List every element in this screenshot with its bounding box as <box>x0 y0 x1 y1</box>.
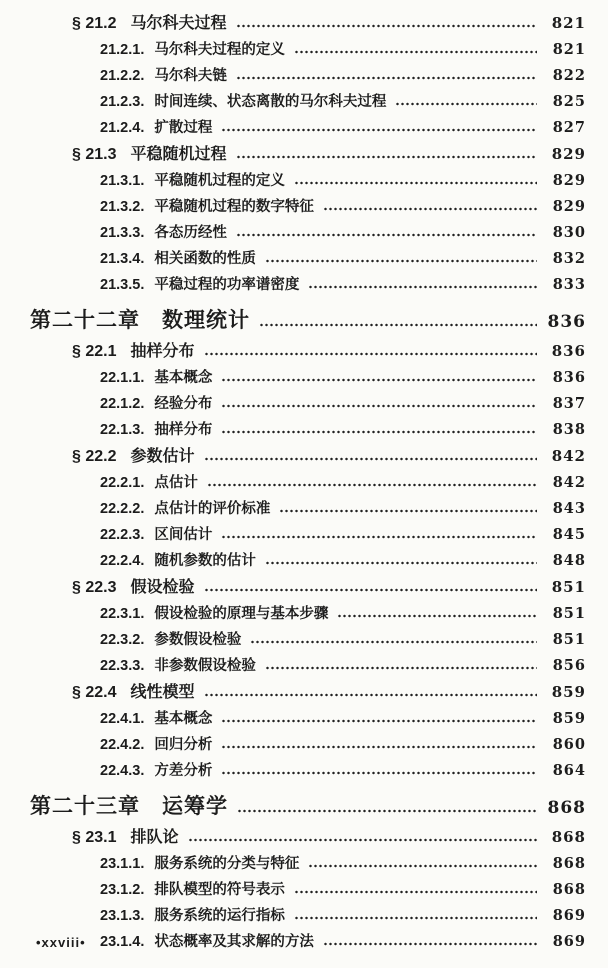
dot-leader <box>323 942 537 946</box>
toc-entry-page: 868 <box>547 798 586 818</box>
toc-entry-title: 参数估计 <box>130 448 195 465</box>
toc-entry-number: 22.4.3. <box>100 763 145 779</box>
dot-leader <box>265 561 537 565</box>
toc-entry-title: 平稳随机过程 <box>130 146 227 163</box>
toc-entry-title: 随机参数的估计 <box>154 553 256 569</box>
toc-entry-page: 836 <box>551 342 586 360</box>
page-number-footer: •xxviii• <box>36 935 86 950</box>
toc-entry-page: 859 <box>552 710 586 727</box>
toc-entry-title: 服务系统的分类与特征 <box>154 856 300 872</box>
toc-entry-number: 22.1.3. <box>100 422 145 438</box>
toc-entry <box>30 548 586 574</box>
toc-entry-page: 868 <box>551 828 586 846</box>
toc-entry-number: 22.1.2. <box>100 396 145 412</box>
toc-entry-number: 23.1.2. <box>100 882 145 898</box>
toc-entry-page: 848 <box>552 552 586 569</box>
dot-leader <box>221 378 537 382</box>
toc-entry-page: 851 <box>552 605 586 622</box>
toc-entry-page: 851 <box>551 578 586 596</box>
toc-entry <box>30 496 586 522</box>
toc-entry-number: § 22.2 <box>72 448 117 465</box>
toc-entry <box>30 391 586 417</box>
dot-leader <box>204 588 538 592</box>
toc-entry <box>30 194 586 220</box>
dot-leader <box>207 483 537 487</box>
toc-entry <box>30 308 586 335</box>
dot-leader <box>294 890 537 894</box>
toc-entry <box>30 601 586 627</box>
toc-entry-number: § 22.4 <box>72 684 117 701</box>
toc-entry-page: 821 <box>551 14 586 32</box>
toc-entry-page: 827 <box>552 119 586 136</box>
toc-entry-page: 868 <box>552 881 586 898</box>
toc-entry-number: 22.2.3. <box>100 527 145 543</box>
dot-leader <box>221 430 537 434</box>
toc-entry-page: 843 <box>552 500 586 517</box>
toc-entry-number: 21.3.3. <box>100 225 145 241</box>
toc-entry-page: 832 <box>552 250 586 267</box>
toc-entry-number: 21.2.4. <box>100 120 145 136</box>
dot-leader <box>221 128 537 132</box>
toc-entry <box>30 877 586 903</box>
toc-entry-title: 抽样分布 <box>130 343 195 360</box>
toc-entry-title: 平稳过程的功率谱密度 <box>154 277 300 293</box>
dot-leader <box>221 719 537 723</box>
toc-entry <box>30 338 586 365</box>
toc-entry <box>30 627 586 653</box>
dot-leader <box>265 666 537 670</box>
toc-entry-title: 数理统计 <box>162 309 250 332</box>
toc-entry-page: 825 <box>552 93 586 110</box>
toc-entry-number: 22.3.3. <box>100 658 145 674</box>
toc-entry <box>30 141 586 168</box>
toc-entry <box>30 443 586 470</box>
dot-leader <box>250 640 537 644</box>
toc-entry-title: 区间估计 <box>154 527 213 543</box>
dot-leader <box>221 404 537 408</box>
toc-entry-number: § 21.2 <box>72 15 117 32</box>
toc-entry-page: 859 <box>551 683 586 701</box>
toc-entry-title: 平稳随机过程的数字特征 <box>154 199 314 215</box>
toc-entry-title: 时间连续、状态离散的马尔科夫过程 <box>154 94 387 110</box>
toc-entry-title: 平稳随机过程的定义 <box>154 173 285 189</box>
toc-entry-title: 各态历经性 <box>154 225 227 241</box>
toc-entry-number: 第二十二章 <box>30 309 140 332</box>
dot-leader <box>337 614 537 618</box>
toc-entry-title: 经验分布 <box>154 396 213 412</box>
toc-entry-number: 21.3.2. <box>100 199 145 215</box>
toc-entry-title: 抽样分布 <box>154 422 213 438</box>
toc-entry-number: 21.3.1. <box>100 173 145 189</box>
dot-leader <box>279 509 537 513</box>
toc-entry <box>30 168 586 194</box>
dot-leader <box>265 259 537 263</box>
toc-entry-page: 842 <box>552 474 586 491</box>
toc-entry-page: 829 <box>551 145 586 163</box>
toc-entry-number: 21.3.4. <box>100 251 145 267</box>
toc-entry-title: 基本概念 <box>154 370 213 386</box>
toc-entry-title: 扩散过程 <box>154 120 213 136</box>
toc-entry-title: 线性模型 <box>130 684 195 701</box>
toc-entry-title: 假设检验 <box>130 579 195 596</box>
toc-entry-number: 23.1.1. <box>100 856 145 872</box>
toc-entry-number: 22.1.1. <box>100 370 145 386</box>
toc-entry-title: 相关函数的性质 <box>154 251 256 267</box>
toc-entry-number: 23.1.3. <box>100 908 145 924</box>
toc-entry <box>30 246 586 272</box>
toc-entry-page: 845 <box>552 526 586 543</box>
toc-entry-title: 排队论 <box>130 829 179 846</box>
toc-entry-number: 21.2.1. <box>100 42 145 58</box>
dot-leader <box>236 24 538 28</box>
toc-entry <box>30 522 586 548</box>
dot-leader <box>236 76 537 80</box>
toc-entry-number: 22.2.2. <box>100 501 145 517</box>
dot-leader <box>236 233 537 237</box>
toc-entry-page: 836 <box>547 312 586 332</box>
toc-entry-title: 点估计的评价标准 <box>154 501 271 517</box>
toc-entry-page: 869 <box>552 933 586 950</box>
dot-leader <box>237 809 537 813</box>
toc-entry-title: 马尔科夫过程的定义 <box>154 42 285 58</box>
toc-entry <box>30 365 586 391</box>
dot-leader <box>294 181 537 185</box>
toc-entry-page: 868 <box>552 855 586 872</box>
toc-entry <box>30 794 586 821</box>
toc-entry <box>30 851 586 877</box>
toc-entry-page: 869 <box>552 907 586 924</box>
dot-leader <box>294 916 537 920</box>
toc-entry-page: 821 <box>552 41 586 58</box>
dot-leader <box>204 693 538 697</box>
toc-entry <box>30 732 586 758</box>
toc-entry <box>30 653 586 679</box>
toc-entry <box>30 272 586 298</box>
toc-entry-number: 21.2.3. <box>100 94 145 110</box>
toc-entry <box>30 758 586 784</box>
dot-leader <box>323 207 537 211</box>
toc-entry <box>30 89 586 115</box>
toc-entry-page: 851 <box>552 631 586 648</box>
toc-entry <box>30 706 586 732</box>
toc-entry-number: 22.2.1. <box>100 475 145 491</box>
toc-entry-title: 点估计 <box>154 475 198 491</box>
dot-leader <box>204 457 538 461</box>
toc-entry <box>30 903 586 929</box>
toc-entry-page: 836 <box>552 369 586 386</box>
dot-leader <box>236 155 538 159</box>
toc-entry-page: 860 <box>552 736 586 753</box>
toc-entry-number: 第二十三章 <box>30 795 140 818</box>
toc-entry-number: 23.1.4. <box>100 934 145 950</box>
dot-leader <box>395 102 537 106</box>
toc-entry-title: 基本概念 <box>154 711 213 727</box>
toc-entry <box>30 220 586 246</box>
toc-entry-number: 21.2.2. <box>100 68 145 84</box>
dot-leader <box>221 771 537 775</box>
toc-entry-page: 822 <box>552 67 586 84</box>
dot-leader <box>259 323 537 327</box>
toc-entry-title: 马尔科夫过程 <box>130 15 227 32</box>
toc-entry-number: 22.3.2. <box>100 632 145 648</box>
toc-entry-page: 829 <box>552 198 586 215</box>
toc-entry-number: 22.4.1. <box>100 711 145 727</box>
toc-entry-page: 856 <box>552 657 586 674</box>
dot-leader <box>221 535 537 539</box>
toc-entry-title: 回归分析 <box>154 737 213 753</box>
dot-leader <box>308 864 537 868</box>
toc-entry-page: 829 <box>552 172 586 189</box>
toc-entry <box>30 115 586 141</box>
toc-entry-title: 运筹学 <box>162 795 228 818</box>
toc-entry <box>30 824 586 851</box>
toc-list <box>30 10 586 955</box>
toc-entry <box>30 10 586 37</box>
toc-entry-number: § 22.3 <box>72 579 117 596</box>
toc-entry-page: 833 <box>552 276 586 293</box>
toc-entry-title: 状态概率及其求解的方法 <box>154 934 314 950</box>
toc-entry <box>30 679 586 706</box>
toc-entry-page: 838 <box>552 421 586 438</box>
dot-leader <box>188 838 538 842</box>
toc-entry-title: 服务系统的运行指标 <box>154 908 285 924</box>
toc-entry-number: 22.2.4. <box>100 553 145 569</box>
toc-entry-number: § 22.1 <box>72 343 117 360</box>
toc-entry <box>30 417 586 443</box>
toc-entry-page: 830 <box>552 224 586 241</box>
toc-entry <box>30 37 586 63</box>
toc-entry-number: § 21.3 <box>72 146 117 163</box>
toc-entry-title: 马尔科夫链 <box>154 68 227 84</box>
toc-entry <box>30 470 586 496</box>
toc-entry-page: 837 <box>552 395 586 412</box>
toc-entry-page: 864 <box>552 762 586 779</box>
toc-entry-title: 参数假设检验 <box>154 632 242 648</box>
toc-entry-number: § 23.1 <box>72 829 117 846</box>
toc-entry <box>30 574 586 601</box>
toc-entry <box>30 63 586 89</box>
dot-leader <box>308 285 537 289</box>
toc-entry-title: 非参数假设检验 <box>154 658 256 674</box>
toc-entry-title: 排队模型的符号表示 <box>154 882 285 898</box>
toc-entry-number: 22.4.2. <box>100 737 145 753</box>
toc-entry-title: 假设检验的原理与基本步骤 <box>154 606 329 622</box>
toc-entry-number: 22.3.1. <box>100 606 145 622</box>
dot-leader <box>204 352 538 356</box>
dot-leader <box>221 745 537 749</box>
toc-entry-number: 21.3.5. <box>100 277 145 293</box>
toc-entry-title: 方差分析 <box>154 763 213 779</box>
toc-entry-page: 842 <box>551 447 586 465</box>
dot-leader <box>294 50 537 54</box>
toc-entry <box>30 929 586 955</box>
